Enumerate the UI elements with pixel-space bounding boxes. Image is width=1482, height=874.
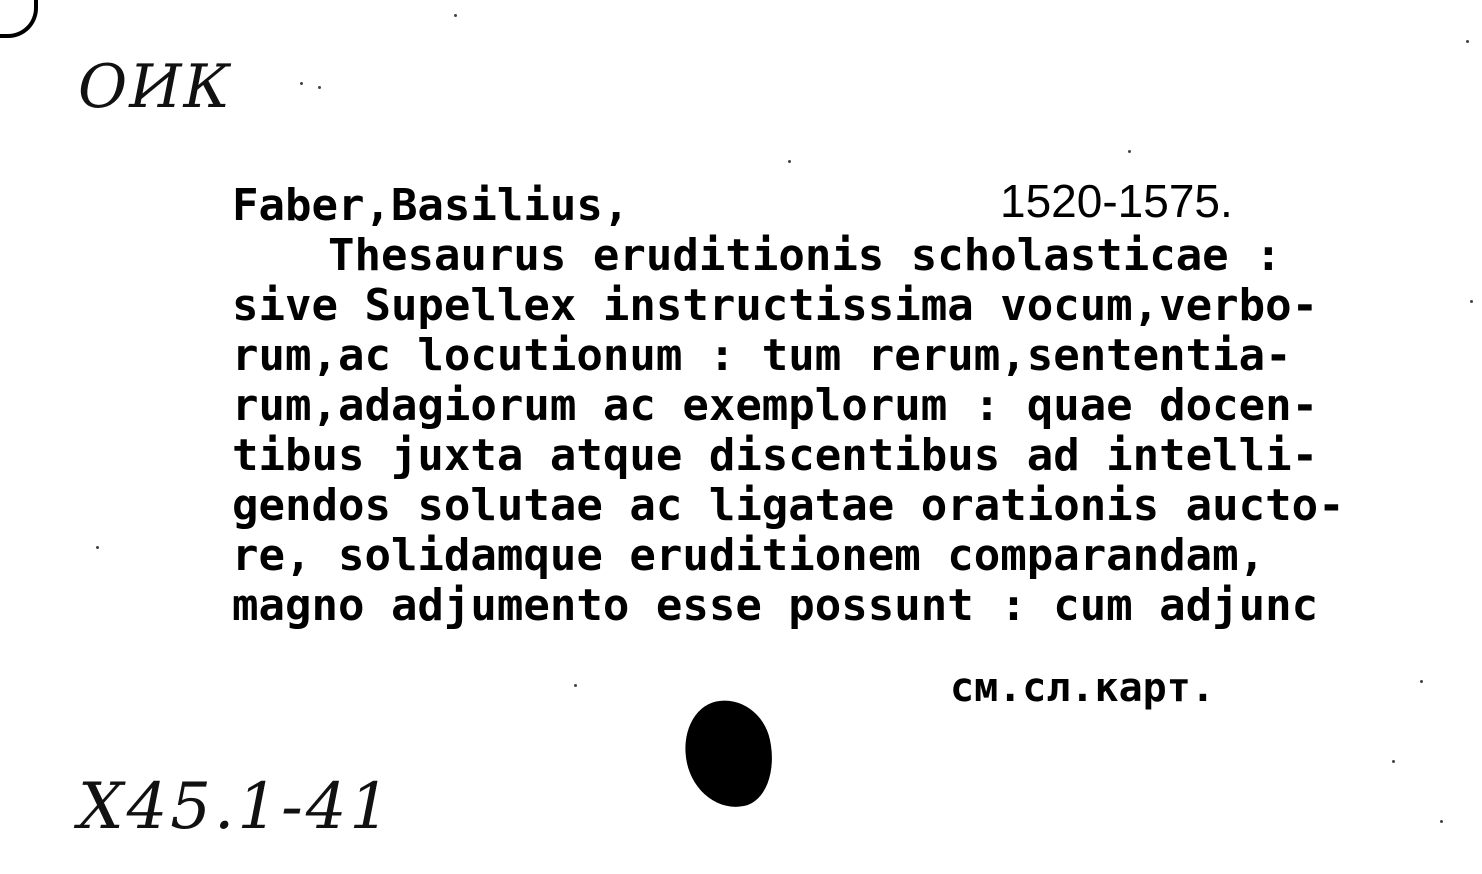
scan-speck [1470, 300, 1473, 303]
handwritten-shelfmark: X45.1-41 [78, 770, 394, 844]
text-line: magno adjumento esse possunt : cum adjunc [232, 580, 1319, 631]
text-line: rum,ac locutionum : tum rerum,sententia- [232, 330, 1292, 381]
scan-speck [318, 86, 321, 89]
text-line: Thesaurus eruditionis scholasticae : [328, 230, 1282, 281]
scan-speck [1466, 40, 1469, 43]
author-heading [232, 175, 1482, 234]
handwritten-code-top: ОИК [78, 52, 232, 122]
scan-speck [1392, 760, 1395, 763]
text-line: tibus juxta atque discentibus ad intelli- [232, 430, 1319, 481]
see-also-note: см.сл.карт. [950, 665, 1215, 711]
scan-speck [1440, 820, 1443, 823]
scan-speck [574, 684, 577, 687]
punch-hole [676, 692, 783, 816]
author-dates: 1520-1575. [1000, 175, 1233, 227]
scan-speck [300, 82, 303, 85]
title-description [232, 231, 1345, 631]
scan-speck [96, 546, 99, 549]
author-name: Faber,Basilius, [232, 180, 630, 231]
scan-speck [788, 160, 791, 163]
text-line: gendos solutae ac ligatae orationis aucto- [232, 480, 1345, 531]
text-line: re, solidamque eruditionem comparandam, [232, 530, 1266, 581]
scan-speck [454, 14, 457, 17]
scan-speck [1420, 680, 1423, 683]
text-line: sive Supellex instructissima vocum,verbo- [232, 280, 1319, 331]
text-line: rum,adagiorum ac exemplorum : quae docen- [232, 380, 1319, 431]
scan-speck [1128, 150, 1131, 153]
corner-fold-mark [0, 0, 38, 38]
